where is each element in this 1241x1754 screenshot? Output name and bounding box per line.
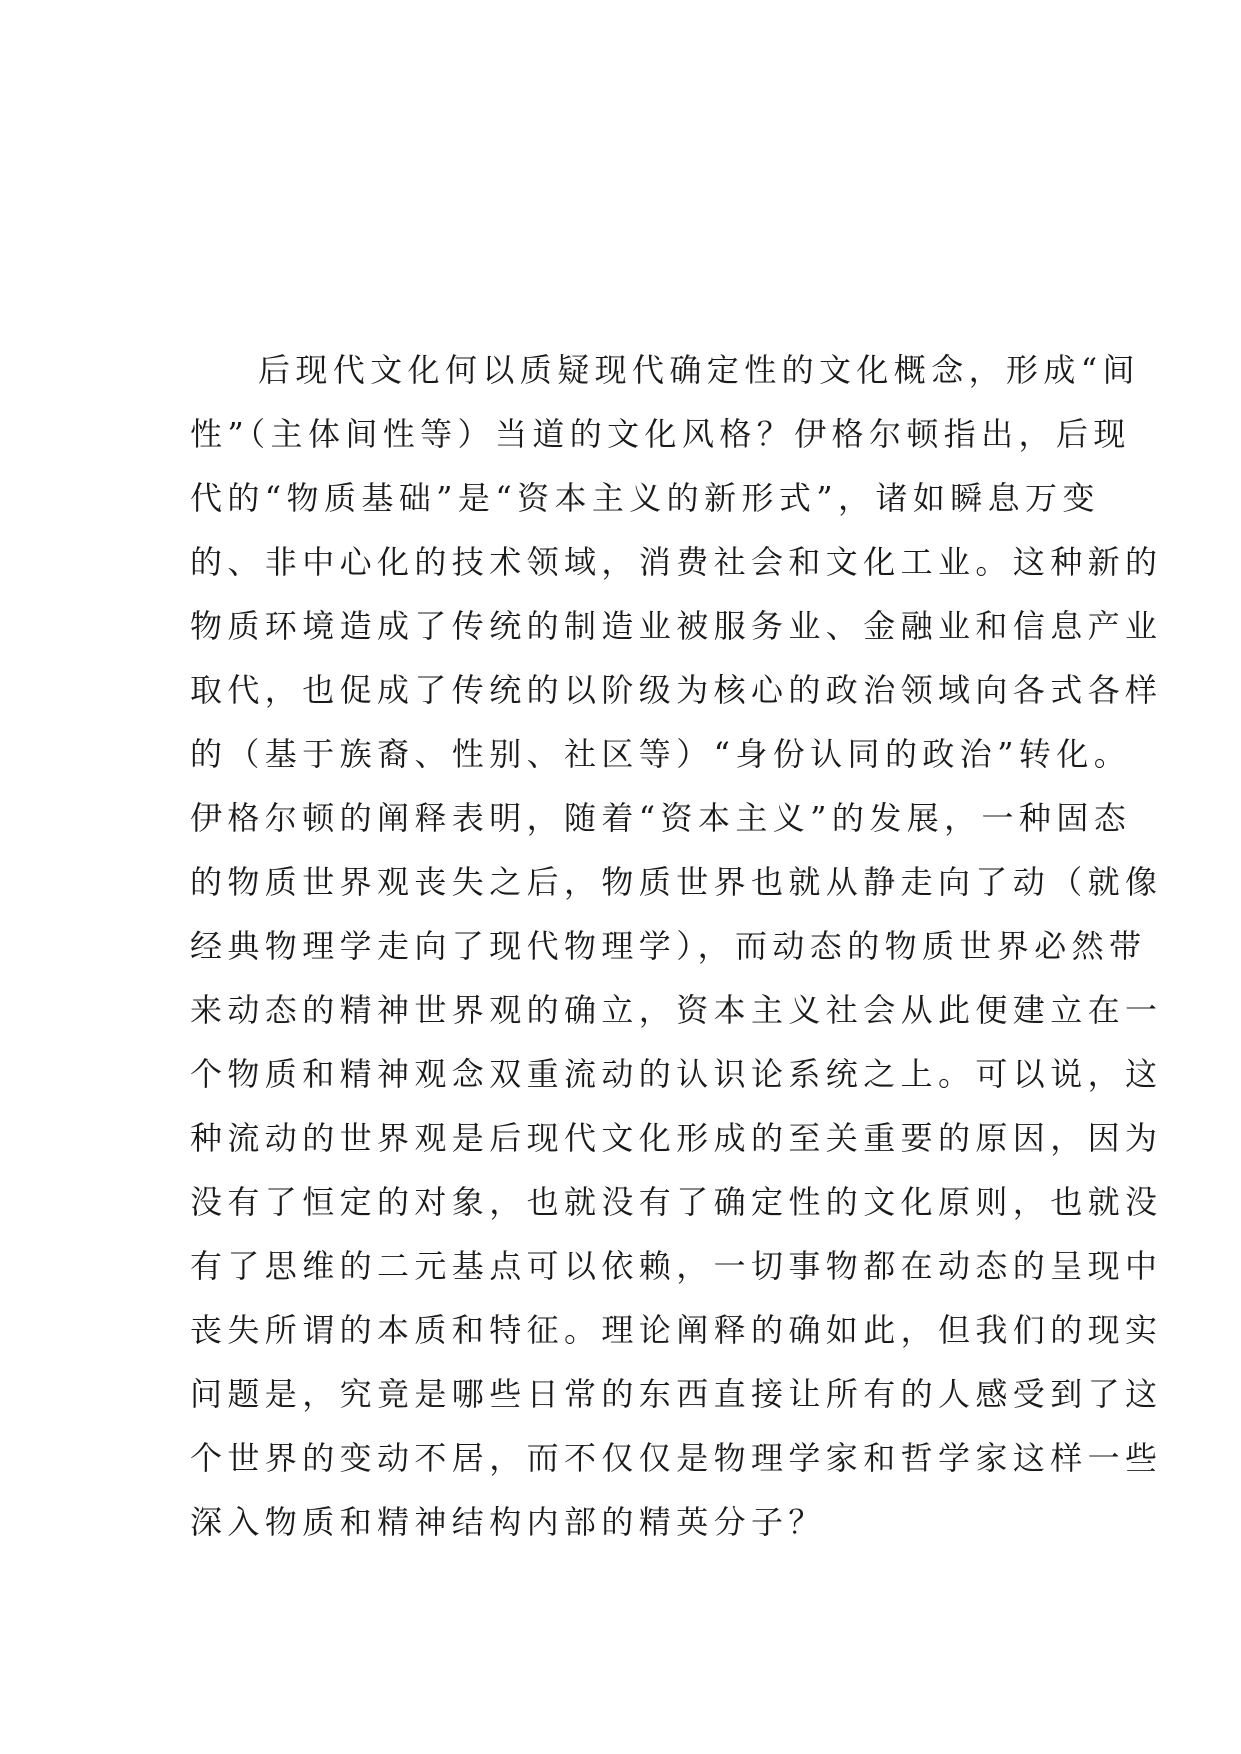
paragraph-line: 个物质和精神观念双重流动的认识论系统之上。可以说，这: [190, 1055, 1163, 1093]
paragraph-line: 代的“物质基础”是“资本主义的新形式”，诸如瞬息万变: [190, 479, 1100, 517]
paragraph-line: 深入物质和精神结构内部的精英分子？: [190, 1503, 826, 1541]
paragraph-line: 物质环境造成了传统的制造业被服务业、金融业和信息产业: [190, 607, 1163, 645]
paragraph-line: 的（基于族裔、性别、社区等）“身份认同的政治”转化。: [190, 735, 1132, 773]
paragraph-line: 取代，也促成了传统的以阶级为核心的政治领域向各式各样: [190, 671, 1163, 709]
paragraph-line: 伊格尔顿的阐释表明，随着“资本主义”的发展，一种固态: [190, 799, 1132, 837]
paragraph-line: 经典物理学走向了现代物理学），而动态的物质世界必然带: [190, 927, 1147, 965]
paragraph-line: 的物质世界观丧失之后，物质世界也就从静走向了动（就像: [190, 863, 1163, 901]
paragraph-line: 种流动的世界观是后现代文化形成的至关重要的原因，因为: [190, 1119, 1163, 1157]
paragraph-line: 丧失所谓的本质和特征。理论阐释的确如此，但我们的现实: [190, 1311, 1163, 1349]
paragraph-line: 来动态的精神世界观的确立，资本主义社会从此便建立在一: [190, 991, 1163, 1029]
paragraph-line: 有了思维的二元基点可以依赖，一切事物都在动态的呈现中: [190, 1247, 1163, 1285]
paragraph-line: 后现代文化何以质疑现代确定性的文化概念，形成“间: [258, 351, 1140, 389]
paragraph-line: 问题是，究竟是哪些日常的东西直接让所有的人感受到了这: [190, 1375, 1163, 1413]
body-paragraph: [190, 338, 1163, 1554]
paragraph-line: 性”（主体间性等）当道的文化风格？伊格尔顿指出，后现: [190, 415, 1131, 453]
paragraph-line: 的、非中心化的技术领域，消费社会和文化工业。这种新的: [190, 543, 1163, 581]
paragraph-line: 个世界的变动不居，而不仅仅是物理学家和哲学家这样一些: [190, 1439, 1163, 1477]
paragraph-line: 没有了恒定的对象，也就没有了确定性的文化原则，也就没: [190, 1183, 1163, 1221]
